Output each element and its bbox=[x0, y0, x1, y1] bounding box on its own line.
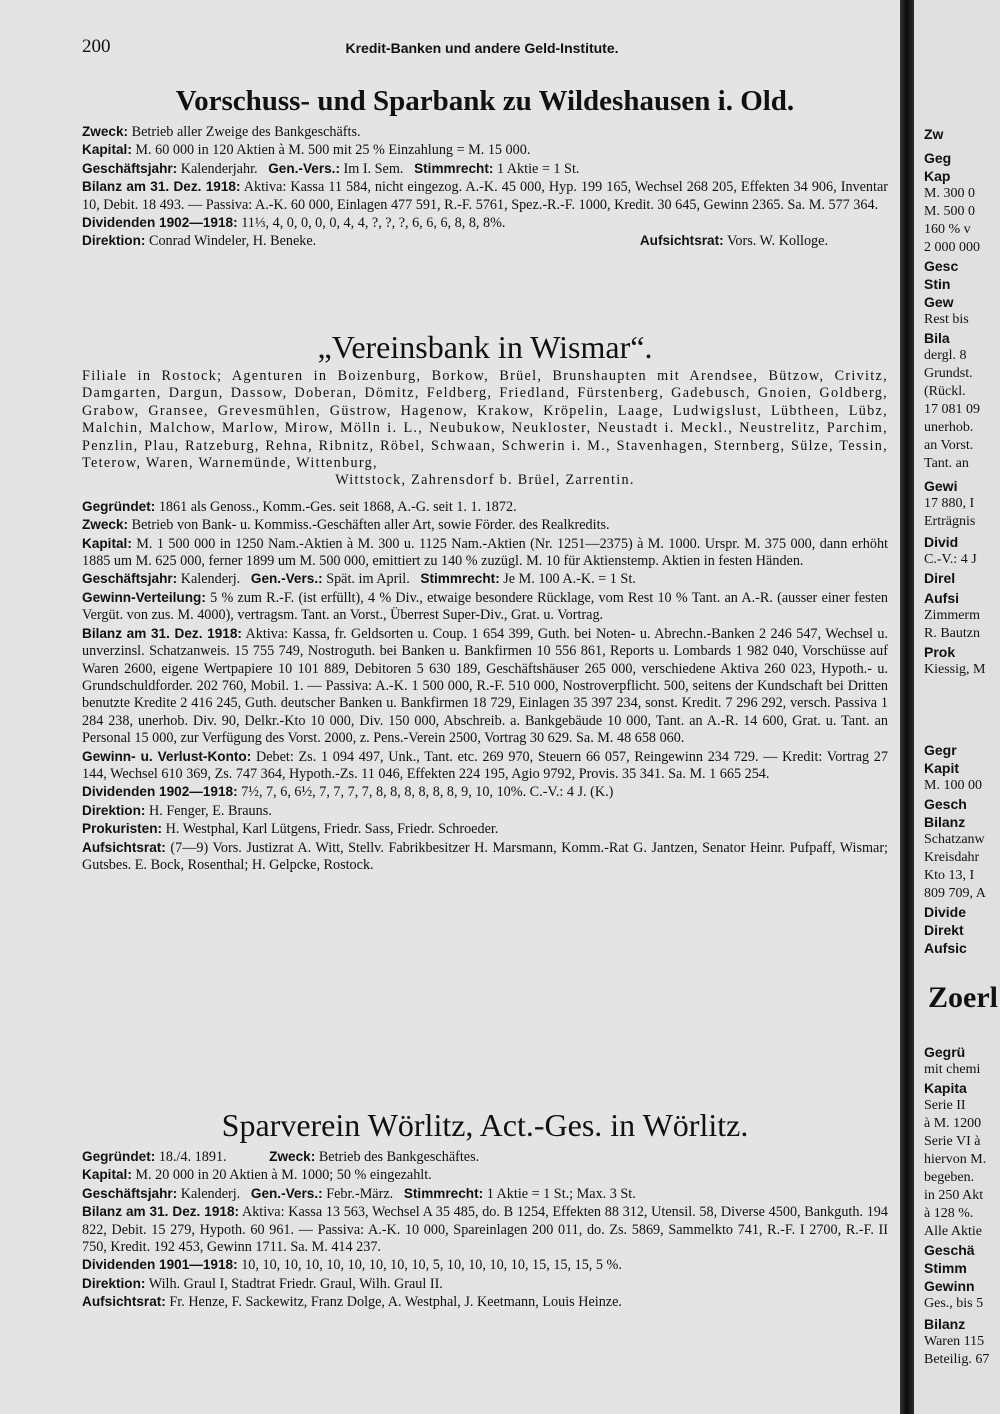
direktion: Direktion: Wilh. Graul I, Stadtrat Friedr. Graul, Wilh. Graul II. bbox=[82, 1275, 443, 1292]
facing-page-line: Grundst. bbox=[924, 366, 973, 381]
facing-page-line: Kapita bbox=[924, 1080, 967, 1096]
entry-wismar bbox=[82, 330, 888, 874]
book-gutter bbox=[900, 0, 914, 1414]
facing-page-line: Direl bbox=[924, 570, 956, 586]
entry-title: Sparverein Wörlitz, Act.-Ges. in Wörlitz. bbox=[221, 1107, 749, 1143]
geschaeftsjahr-line: Geschäftsjahr: Kalenderjahr. Gen.-Vers.: Im I. Sem. Stimmrecht: 1 Aktie = 1 St. bbox=[82, 160, 580, 177]
facing-page-line: à M. 1200 bbox=[924, 1116, 982, 1131]
facing-page-line: in 250 Akt bbox=[924, 1188, 984, 1203]
facing-page-line: Divide bbox=[924, 904, 967, 920]
aufsichtsrat: Aufsichtsrat: (7—9) Vors. Justizrat A. Witt, Stellv. Fabrikbesitzer H. Marsmann, Komm.-Rat G. Jantzen, Senator Heinr. Pufpaff, Wismar; Gutsbes. E. Bock, Rosenthal; H. Gelpcke, Rostock. bbox=[82, 839, 888, 873]
facing-page-line: Aufsic bbox=[924, 940, 967, 956]
facing-page-line: begeben. bbox=[924, 1170, 975, 1185]
facing-page-line: Alle Aktie bbox=[924, 1224, 982, 1239]
facing-page-line: Prok bbox=[924, 644, 956, 660]
facing-page-line: Tant. an bbox=[924, 456, 969, 471]
facing-page-line: Erträgnis bbox=[924, 514, 976, 529]
entry-woerlitz bbox=[82, 1108, 888, 1312]
facing-page-line: Kap bbox=[924, 168, 951, 184]
entry-title: Vorschuss- und Sparbank zu Wildeshausen i. Old. bbox=[175, 85, 795, 117]
facing-page-line: Zimmerm bbox=[924, 608, 980, 623]
facing-page-line: C.-V.: 4 J bbox=[924, 552, 977, 567]
page-number: 200 bbox=[82, 36, 111, 57]
prokuristen: Prokuristen: H. Westphal, Karl Lütgens, Friedr. Sass, Friedr. Schroeder. bbox=[82, 821, 499, 838]
facing-page-line: Gesc bbox=[924, 258, 959, 274]
facing-page-line: Schatzanw bbox=[924, 832, 985, 847]
gewinn-verteilung: Gewinn-Verteilung: 5 % zum R.-F. (ist erfüllt), 4 % Div., etwaige besondere Rücklage, vom Rest 10 % Tant. an A.-R. (ausser einer festen Vergüt. von zus. M. 4000), vertragsm. Tant. an Vorst., Überrest Super-Div., Grat. u. Vortrag. bbox=[82, 589, 888, 624]
facing-page-line: Kiessig, M bbox=[924, 662, 986, 677]
facing-page-line: Geg bbox=[924, 150, 952, 166]
facing-page-line: Bilanz bbox=[924, 814, 966, 830]
facing-page-line: Serie VI à bbox=[924, 1134, 981, 1149]
gegruendet-zweck: Gegründet: 18./4. 1891. Zweck: Betrieb des Bankgeschäftes. bbox=[82, 1149, 480, 1165]
facing-page-fragment bbox=[914, 0, 1000, 1414]
facing-page-line: Aufsi bbox=[924, 590, 959, 606]
facing-page-line: à 128 %. bbox=[924, 1206, 974, 1221]
facing-page-line: Direkt bbox=[924, 922, 964, 938]
zweck: Zweck: Betrieb aller Zweige des Bankgeschäfts. bbox=[82, 124, 361, 140]
facing-page-line: Bilanz bbox=[924, 1316, 966, 1332]
facing-page-line: Kto 13, I bbox=[924, 868, 975, 883]
facing-page-line: Bila bbox=[924, 330, 950, 346]
facing-page-line: Ges., bis 5 bbox=[924, 1296, 984, 1311]
kapital: Kapital: M. 20 000 in 20 Aktien à M. 1000; 50 % eingezahlt. bbox=[82, 1167, 432, 1184]
facing-page-line: 2 000 000 bbox=[924, 240, 980, 255]
facing-page-line: Rest bis bbox=[924, 312, 969, 327]
bilanz: Bilanz am 31. Dez. 1918: Aktiva: Kassa 13 563, Wechsel A 35 485, do. B 1254, Effekten 88 312, Utensil. 58, Diverse 4500, Bankguth. 194 822, Debit. 15 279, Hypoth. 60 961. — Passiva: A.-K. 10 000, Spareinlagen 200 011, do. Zs. 5869, Sammelkto 741, R.-F. I 2700, R.-F. II 750, Kredit. 192 453, Gewinn 1711. Sa. M. 414 237. bbox=[82, 1204, 888, 1256]
facing-page-line: Zoerl bbox=[928, 981, 998, 1014]
facing-page-line: R. Bautzn bbox=[924, 626, 980, 641]
facing-page-line: unerhob. bbox=[924, 420, 974, 435]
entry-title: „Vereinsbank in Wismar“. bbox=[317, 329, 653, 365]
dividenden: Dividenden 1902—1918: 7½, 7, 6, 6½, 7, 7, 7, 7, 8, 8, 8, 8, 8, 8, 9, 10, 10%. C.-V.: 4 J. (K.) bbox=[82, 784, 614, 801]
running-head-title: Kredit-Banken und andere Geld-Institute. bbox=[345, 40, 619, 56]
facing-page-line: dergl. 8 bbox=[924, 348, 967, 363]
facing-page-line: Kapit bbox=[924, 760, 959, 776]
facing-page-line: Kreisdahr bbox=[924, 850, 980, 865]
facing-page-line: Beteilig. 67 bbox=[924, 1352, 990, 1367]
zweck: Zweck: Betrieb von Bank- u. Kommiss.-Geschäften aller Art, sowie Förder. des Realkredits. bbox=[82, 517, 610, 534]
geschaeftsjahr-line: Geschäftsjahr: Kalenderj. Gen.-Vers.: Spät. im April. Stimmrecht: Je M. 100 A.-K. = 1 St. bbox=[82, 571, 636, 588]
facing-page-line: Stimm bbox=[924, 1260, 967, 1276]
facing-page-line: Gewinn bbox=[924, 1278, 975, 1294]
filialen-last: Wittstock, Zahrensdorf b. Brüel, Zarrentin. bbox=[335, 472, 635, 489]
gegruendet: Gegründet: 1861 als Genoss., Komm.-Ges. seit 1868, A.-G. seit 1. 1. 1872. bbox=[82, 498, 517, 515]
bilanz: Bilanz am 31. Dez. 1918: Aktiva: Kassa 11 584, nicht eingezog. A.-K. 45 000, Hyp. 199 165, Wechsel 268 205, Effekten 34 906, Inventar 10, Debit. 18 493. — Passiva: A.-K. 60 000, Einlagen 477 591, R.-F. 5761, Spez.-R.-F. 1000, Kredit. 30 645, Gewinn 2365. Sa. M. 577 364. bbox=[82, 179, 888, 213]
facing-page-line: 160 % v bbox=[924, 222, 971, 237]
facing-page-line: M. 500 0 bbox=[924, 204, 975, 219]
facing-page-line: 17 081 09 bbox=[924, 402, 980, 417]
facing-page-line: Zw bbox=[924, 126, 944, 142]
facing-page-line: an Vorst. bbox=[924, 438, 974, 453]
facing-page-line: Gesch bbox=[924, 796, 967, 812]
facing-page-line: 17 880, I bbox=[924, 496, 975, 511]
aufsichtsrat: Aufsichtsrat: Vors. W. Kolloge. bbox=[639, 233, 828, 250]
entry-wildeshausen bbox=[82, 84, 888, 251]
facing-page-line: Geschä bbox=[924, 1242, 975, 1258]
kapital: Kapital: M. 1 500 000 in 1250 Nam.-Aktien à M. 300 u. 1125 Nam.-Aktien (Nr. 1251—2375) à M. 1000. Urspr. M. 375 000, dann erhöht 1885 um M. 625 000, ferner 1899 um M. 500 000, emittiert zu 140 % zuzügl. M. 10 für Aktienstemp. Aktien in festen Händen. bbox=[82, 535, 888, 570]
dividenden: Dividenden 1902—1918: 11⅓, 4, 0, 0, 0, 0, 4, 4, ?, ?, ?, 6, 6, 6, 8, 8, 8%. bbox=[82, 215, 506, 232]
facing-page-line: Gewi bbox=[924, 478, 958, 494]
facing-page-line: (Rückl. bbox=[924, 384, 966, 399]
kapital: Kapital: M. 60 000 in 120 Aktien à M. 500 mit 25 % Einzahlung = M. 15 000. bbox=[82, 142, 531, 159]
facing-page-line: Gegr bbox=[924, 742, 957, 758]
facing-page-line: Stin bbox=[924, 276, 951, 292]
facing-page-line: Divid bbox=[924, 534, 959, 550]
filialen: Filiale in Rostock; Agenturen in Boizenburg, Borkow, Brüel, Brunshaupten mit Arendsee, Bützow, Crivitz, Damgarten, Dargun, Dassow, Doberan, Dömitz, Feldberg, Friedland, Fürstenberg, Gadebusch, Gnoien, Goldberg, Grabow, Gransee, Grevesmühlen, Güstrow, Hagenow, Krakow, Kröpelin, Laage, Ludwigslust, Lübtheen, Lübz, Malchin, Malchow, Marlow, Mirow, Mölln i. L., Neubukow, Neukloster, Neustadt i. Meckl., Neustrelitz, Parchim, Penzlin, Plau, Ratzeburg, Rehna, Ribnitz, Röbel, Schwaan, Schwerin i. M., Stavenhagen, Sternberg, Sülze, Tessin, Teterow, Waren, Warnemünde, Wittenburg, bbox=[82, 368, 888, 472]
facing-page-line: hiervon M. bbox=[924, 1152, 987, 1167]
gewinn-verlust-konto: Gewinn- u. Verlust-Konto: Debet: Zs. 1 094 497, Unk., Tant. etc. 269 970, Steuern 66 057, Reingewinn 234 729. — Kredit: Vortrag 27 144, Wechsel 610 369, Zs. 747 364, Hypoth.-Zs. 11 046, Effekten 224 195, Agio 9792, Provis. 35 341. Sa. M. 1 665 254. bbox=[82, 748, 888, 782]
dividenden: Dividenden 1901—1918: 10, 10, 10, 10, 10, 10, 10, 10, 10, 5, 10, 10, 10, 10, 15, 15, 15, 5 %. bbox=[82, 1257, 622, 1274]
facing-page-line: M. 100 00 bbox=[924, 778, 982, 793]
facing-page-line: Gegrü bbox=[924, 1044, 966, 1060]
bilanz: Bilanz am 31. Dez. 1918: Aktiva: Kassa, fr. Geldsorten u. Coup. 1 654 399, Guth. bei Noten- u. Abrechn.-Banken 2 246 547, Wechsel u. unverzinsl. Schatzanweis. 15 755 749, Nostroguth. bei Banken u. Bankfirmen 10 556 861, Reports u. Lombards 1 982 040, Vorschüsse auf Waren 2600, eigene Wertpapiere 10 101 889, Debitoren 5 630 189, Geschäftshäuser 265 000, verschiedene Aktiva 260 023, Hypoth.- u. Grundschuldforder. 202 760, Mobil. 1. — Passiva: A.-K. 1 500 000, R.-F. 510 000, Nostroverpflicht. 500, seitens der Kundschaft bei Dritten benutzte Kredite 2 416 245, Guth. deutscher Banken u. Bankfirmen 18 729, Einlagen 35 397 234, sonst. Kredit. 7 296 292, versch. Passiva 1 284 238, unerhob. Div. 90, Delkr.-Kto 10 000, Div. 150 000, Abschreib. a. Bankgebäude 10 000, Tant. an A.-R. 14 600, Grat. u. Tant. an Personal 15 000, zur Verfügung des Vorst. 2000, z. Pens.-Verein 2500, Vortrag 30 629. Sa. M. 48 658 060. bbox=[82, 625, 888, 747]
facing-page-line: 809 709, A bbox=[924, 886, 986, 901]
direktion-aufsichtsrat bbox=[82, 232, 888, 250]
facing-page-line: mit chemi bbox=[924, 1062, 981, 1077]
aufsichtsrat: Aufsichtsrat: Fr. Henze, F. Sackewitz, Franz Dolge, A. Westphal, J. Keetmann, Louis Heinze. bbox=[82, 1294, 622, 1311]
facing-page-line: M. 300 0 bbox=[924, 186, 975, 201]
facing-page-line: Waren 115 bbox=[924, 1334, 985, 1349]
facing-page-line: Gew bbox=[924, 294, 954, 310]
geschaeftsjahr-line: Geschäftsjahr: Kalenderj. Gen.-Vers.: Febr.-März. Stimmrecht: 1 Aktie = 1 St.; Max. 3 St. bbox=[82, 1185, 636, 1202]
facing-page-line: Serie II bbox=[924, 1098, 966, 1113]
direktion: Direktion: H. Fenger, E. Brauns. bbox=[82, 802, 272, 819]
direktion: Direktion: Conrad Windeler, H. Beneke. bbox=[82, 233, 317, 250]
